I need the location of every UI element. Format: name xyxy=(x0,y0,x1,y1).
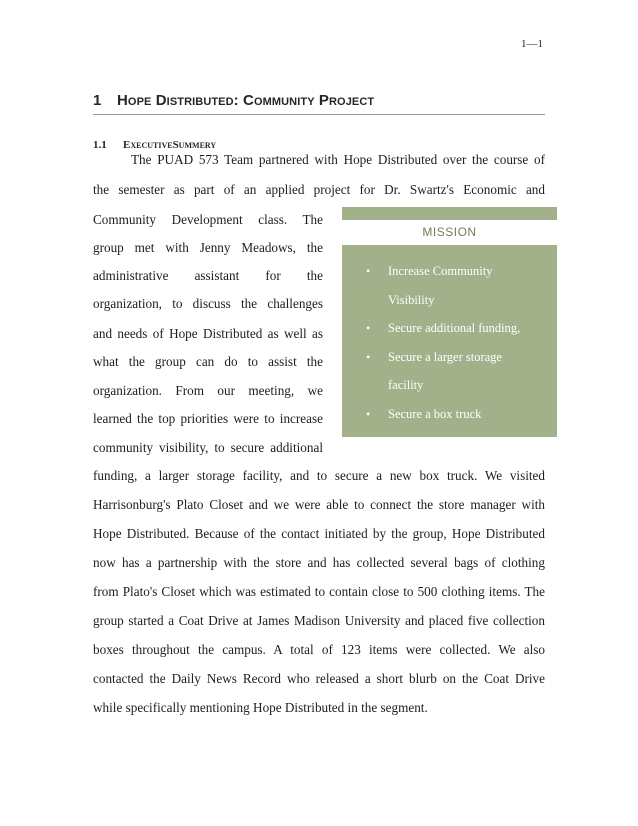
mission-item xyxy=(366,400,541,429)
mission-item xyxy=(366,257,541,314)
mission-sidebar xyxy=(342,207,557,437)
section-heading xyxy=(93,92,545,115)
paragraph-line: contacted the Daily News Record who released a short blurb on the Coat Drive xyxy=(93,671,545,686)
section-title: Hope Distributed: Community Project xyxy=(117,92,375,109)
mission-item-text: Increase Community xyxy=(388,264,493,278)
paragraph-line: funding, a larger storage facility, and to secure a new box truck. We visited xyxy=(93,468,545,483)
mission-item-text: Visibility xyxy=(388,292,435,307)
paragraph-line: the semester as part of an applied project for Dr. Swartz's Economic and xyxy=(93,182,545,197)
page-number: 1—1 xyxy=(521,38,543,50)
paragraph-line: The PUAD 573 Team partnered with Hope Distributed over the course of xyxy=(131,152,545,167)
paragraph-line: community visibility, to secure additional xyxy=(93,440,323,455)
paragraph-line: group started a Coat Drive at James Madison University and placed five collection xyxy=(93,613,545,628)
bullet-icon: • xyxy=(366,321,371,335)
mission-item xyxy=(366,343,541,400)
bullet-icon: • xyxy=(366,406,371,421)
mission-item-text: Secure additional funding, xyxy=(388,321,521,335)
paragraph-line: now has a partnership with the store and has collected several bags of clothing xyxy=(93,555,545,570)
mission-item xyxy=(366,314,541,343)
mission-item-text: facility xyxy=(388,378,424,392)
paragraph-line: and needs of Hope Distributed as well as xyxy=(93,326,323,341)
paragraph-line: organization. From our meeting, we xyxy=(93,383,323,398)
subsection-number: 1.1 xyxy=(93,139,107,151)
paragraph-line: boxes throughout the campus. A total of 123 items were collected. We also xyxy=(93,642,545,657)
mission-item-text: Secure a box truck xyxy=(388,406,482,421)
section-number: 1 xyxy=(93,92,102,109)
paragraph-line: group met with Jenny Meadows, the xyxy=(93,240,323,255)
paragraph-line: Harrisonburg's Plato Closet and we were able to connect the store manager with xyxy=(93,497,545,512)
paragraph-line: organization, to discuss the challenges xyxy=(93,296,323,311)
mission-list xyxy=(366,257,541,428)
mission-title: MISSION xyxy=(342,220,557,245)
subsection-title: ExecutiveSummery xyxy=(123,139,217,151)
paragraph-line: administrative assistant for the xyxy=(93,268,323,283)
paragraph-line: learned the top priorities were to increase xyxy=(93,411,323,426)
paragraph-line: from Plato's Closet which was estimated to contain close to 500 clothing items. The xyxy=(93,584,545,599)
paragraph-line: what the group can do to assist the xyxy=(93,354,323,369)
subsection-heading xyxy=(93,139,216,151)
paragraph-line: Hope Distributed. Because of the contact initiated by the group, Hope Distributed xyxy=(93,526,545,541)
paragraph-line: Community Development class. The xyxy=(93,212,323,227)
bullet-icon: • xyxy=(366,264,371,278)
bullet-icon: • xyxy=(366,349,371,364)
paragraph-line: while specifically mentioning Hope Distributed in the segment. xyxy=(93,700,428,715)
mission-item-text: Secure a larger storage xyxy=(388,349,502,364)
